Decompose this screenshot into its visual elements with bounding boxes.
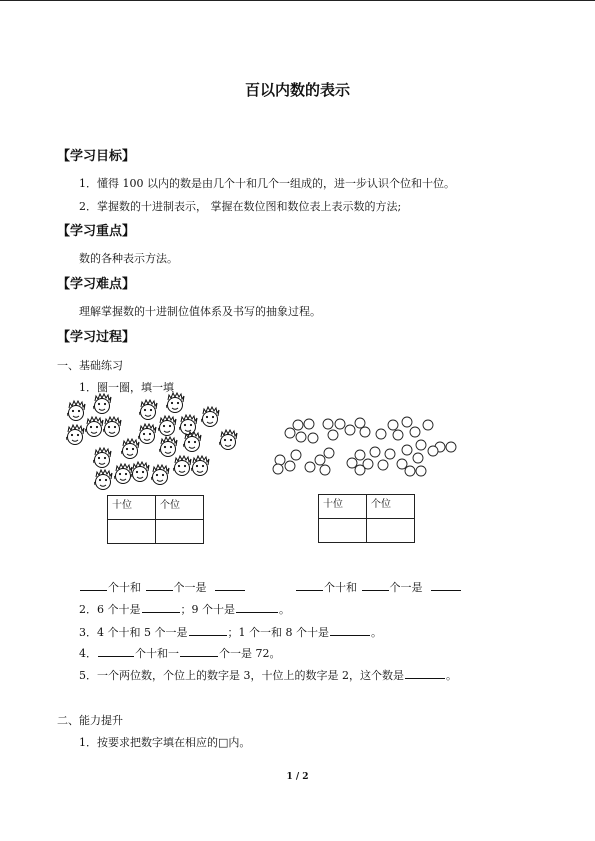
circle-icon	[315, 455, 325, 465]
head-icon	[158, 416, 176, 436]
circle-icon	[355, 450, 365, 460]
blank-number[interactable]	[431, 579, 461, 591]
part2-title: 二、能力提升	[57, 714, 123, 727]
goal-item-1: 1．懂得 100 以内的数是由几个十和几个一组成的，进一步认识个位和十位。	[79, 177, 455, 190]
goal-item-2: 2．掌握数的十进制表示， 掌握在数位图和数位表上表示数的方法;	[79, 200, 402, 213]
process-heading: 【学习过程】	[57, 330, 136, 345]
part1-q3	[79, 624, 382, 640]
head-icon	[179, 415, 197, 435]
head-icon	[103, 417, 121, 437]
fill-text: 个十和	[108, 581, 141, 594]
head-icon	[94, 470, 112, 490]
q2-text: ；9 个十是	[180, 603, 235, 616]
part1-q5	[79, 667, 457, 683]
blank-answer[interactable]	[189, 624, 227, 636]
tens-answer-cell[interactable]	[319, 519, 367, 543]
circle-icon	[320, 465, 330, 475]
fill-text: 个十和	[324, 581, 357, 594]
ones-answer-cell[interactable]	[367, 519, 415, 543]
circle-icon	[335, 419, 345, 429]
head-icon	[85, 417, 103, 437]
blank-tens[interactable]	[296, 579, 323, 591]
circle-icon	[273, 464, 283, 474]
circle-icon	[304, 419, 314, 429]
head-icon	[166, 393, 184, 413]
head-icon	[67, 401, 85, 421]
q5-text: 5．一个两位数，个位上的数字是 3，十位上的数字是 2，这个数是	[79, 669, 404, 682]
circle-icon	[385, 449, 395, 459]
blank-answer[interactable]	[405, 667, 445, 679]
head-icon	[183, 432, 201, 452]
head-icon	[121, 439, 139, 459]
part1-title: 一、基础练习	[57, 359, 123, 372]
key-text: 数的各种表示方法。	[79, 252, 178, 265]
head-icon	[131, 462, 149, 482]
circle-icon	[376, 429, 386, 439]
q3-text: 3．4 个十和 5 个一是	[79, 626, 188, 639]
circle-icon	[355, 465, 365, 475]
head-icon	[151, 465, 169, 485]
blank-ones[interactable]	[362, 579, 389, 591]
head-icon	[114, 464, 132, 484]
head-icon	[159, 437, 177, 457]
blank-number[interactable]	[215, 579, 245, 591]
ones-header: 个位	[367, 495, 415, 519]
circle-icon	[446, 442, 456, 452]
circle-icon	[324, 448, 334, 458]
circle-icon	[405, 466, 415, 476]
difficulty-heading: 【学习难点】	[57, 277, 136, 292]
circle-icon	[378, 460, 388, 470]
circle-icon	[285, 428, 295, 438]
fill-row-right	[295, 579, 462, 595]
circle-icon	[393, 430, 403, 440]
circle-icon	[291, 450, 301, 460]
blank-answer[interactable]	[236, 601, 278, 613]
place-value-table-left	[107, 495, 204, 544]
blank-answer[interactable]	[180, 645, 218, 657]
blank-ones[interactable]	[146, 579, 173, 591]
circles-group	[273, 417, 456, 476]
ones-header: 个位	[156, 496, 204, 520]
circle-icon	[402, 445, 412, 455]
q4-text: 个十和一	[135, 647, 179, 660]
circle-icon	[397, 459, 407, 469]
q3-text: ；1 个一和 8 个十是	[227, 626, 329, 639]
head-icon	[93, 448, 111, 468]
circle-icon	[428, 446, 438, 456]
goals-heading: 【学习目标】	[57, 149, 136, 164]
circle-icon	[285, 461, 295, 471]
tens-header: 十位	[108, 496, 156, 520]
fill-text: 个一是	[389, 581, 423, 594]
part2-q1: 1．按要求把数字填在相应的□内。	[79, 736, 251, 749]
fill-text: 个一是	[173, 581, 207, 594]
circle-icon	[345, 425, 355, 435]
circle-icon	[388, 420, 398, 430]
head-icon	[191, 456, 209, 476]
head-icon	[93, 394, 111, 414]
circle-icon	[370, 447, 380, 457]
tens-answer-cell[interactable]	[108, 520, 156, 544]
circle-icon	[402, 417, 412, 427]
q2-text: 。	[279, 603, 290, 616]
circle-icon	[355, 418, 365, 428]
q4-text: 4．	[79, 647, 97, 660]
circle-icon	[413, 453, 423, 463]
ones-answer-cell[interactable]	[156, 520, 204, 544]
circle-icon	[293, 420, 303, 430]
fill-row-left	[79, 579, 246, 595]
page-number: 1 / 2	[286, 772, 309, 782]
head-icon	[173, 456, 191, 476]
circle-icon	[323, 419, 333, 429]
circle-icon	[308, 433, 318, 443]
q2-text: 2．6 个十是	[79, 603, 141, 616]
page-title: 百以内数的表示	[244, 81, 350, 99]
q3-text: 。	[371, 626, 382, 639]
tens-header: 十位	[319, 495, 367, 519]
difficulty-text: 理解掌握数的十进制位值体系及书写的抽象过程。	[79, 305, 321, 318]
q4-text: 个一是 72。	[219, 647, 281, 660]
key-heading: 【学习重点】	[57, 224, 136, 239]
part1-q4	[79, 645, 281, 661]
place-value-table-right	[318, 494, 415, 543]
circle-icon	[347, 458, 357, 468]
circle-icon	[410, 427, 420, 437]
head-icon	[201, 407, 219, 427]
circle-icon	[416, 440, 426, 450]
head-icon	[66, 425, 84, 445]
blank-answer[interactable]	[142, 601, 180, 613]
part1-q2	[79, 601, 290, 617]
part1-q1: 1．圈一圈，填一填	[79, 381, 174, 394]
heads-group	[66, 393, 237, 490]
circle-icon	[275, 455, 285, 465]
blank-answer[interactable]	[98, 645, 134, 657]
circle-icon	[328, 430, 338, 440]
head-icon	[138, 424, 156, 444]
circle-icon	[296, 432, 306, 442]
circle-icon	[360, 427, 370, 437]
blank-tens[interactable]	[80, 579, 107, 591]
circle-icon	[416, 466, 426, 476]
q5-text: 。	[446, 669, 457, 682]
blank-answer[interactable]	[330, 624, 370, 636]
head-icon	[139, 400, 157, 420]
head-icon	[219, 430, 237, 450]
circle-icon	[423, 420, 433, 430]
circle-icon	[305, 462, 315, 472]
